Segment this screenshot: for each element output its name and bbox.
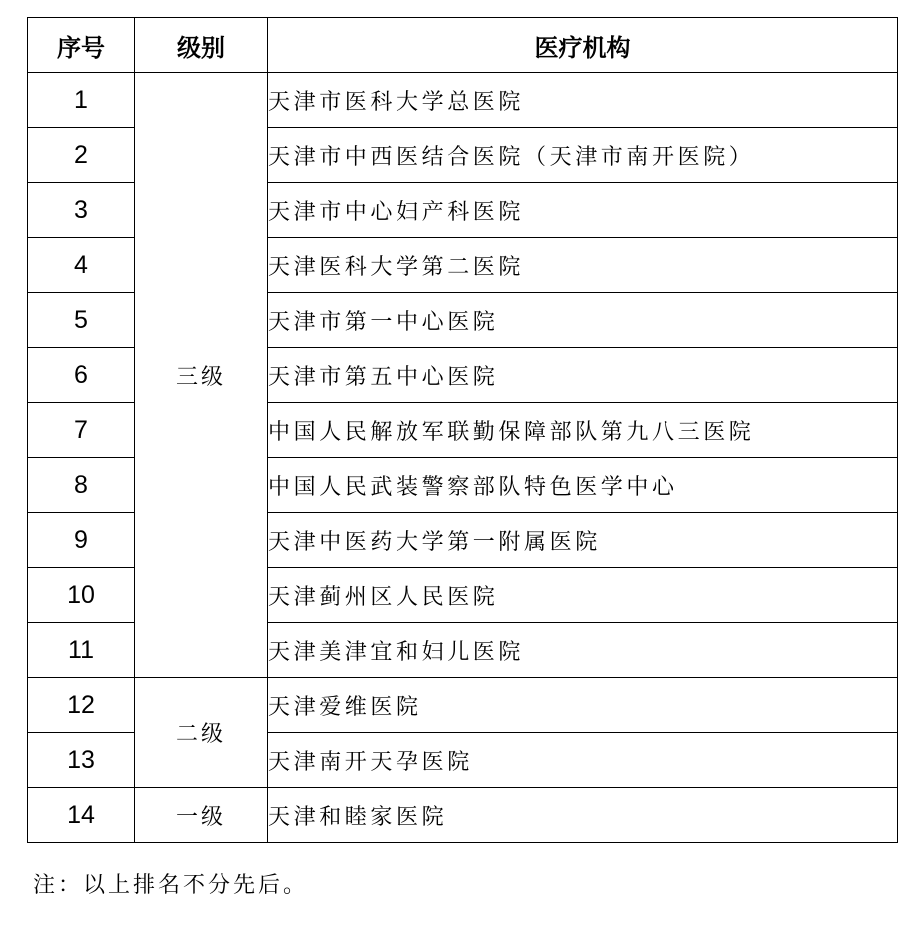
institution-name: 天津和睦家医院 [268,788,898,843]
table-header-row [28,18,898,73]
institution-name: 天津爱维医院 [268,678,898,733]
row-number: 14 [28,788,135,843]
row-number: 2 [28,128,135,183]
institution-name: 天津市第五中心医院 [268,348,898,403]
row-number: 10 [28,568,135,623]
header-serial: 序号 [28,18,135,73]
institution-name: 天津市医科大学总医院 [268,73,898,128]
institution-name: 天津南开天孕医院 [268,733,898,788]
row-number: 12 [28,678,135,733]
row-number: 5 [28,293,135,348]
institution-name: 天津蓟州区人民医院 [268,568,898,623]
institution-name: 天津医科大学第二医院 [268,238,898,293]
row-number: 7 [28,403,135,458]
row-number: 4 [28,238,135,293]
institution-name: 天津市第一中心医院 [268,293,898,348]
row-number: 11 [28,623,135,678]
table-row [28,788,898,843]
header-level: 级别 [135,18,268,73]
header-institution: 医疗机构 [268,18,898,73]
row-number: 9 [28,513,135,568]
institution-name: 天津中医药大学第一附属医院 [268,513,898,568]
institution-name: 中国人民解放军联勤保障部队第九八三医院 [268,403,898,458]
row-number: 6 [28,348,135,403]
level-cell-tier3: 三级 [135,73,268,678]
footnote: 注：以上排名不分先后。 [33,873,309,898]
institution-name: 天津美津宜和妇儿医院 [268,623,898,678]
row-number: 13 [28,733,135,788]
table-row [28,678,898,733]
hospital-table [27,17,898,843]
table-row [28,73,898,128]
institution-name: 天津市中心妇产科医院 [268,183,898,238]
row-number: 1 [28,73,135,128]
level-cell-tier1: 一级 [135,788,268,843]
institution-name: 天津市中西医结合医院（天津市南开医院） [268,128,898,183]
institution-name: 中国人民武装警察部队特色医学中心 [268,458,898,513]
level-cell-tier2: 二级 [135,678,268,788]
row-number: 8 [28,458,135,513]
row-number: 3 [28,183,135,238]
